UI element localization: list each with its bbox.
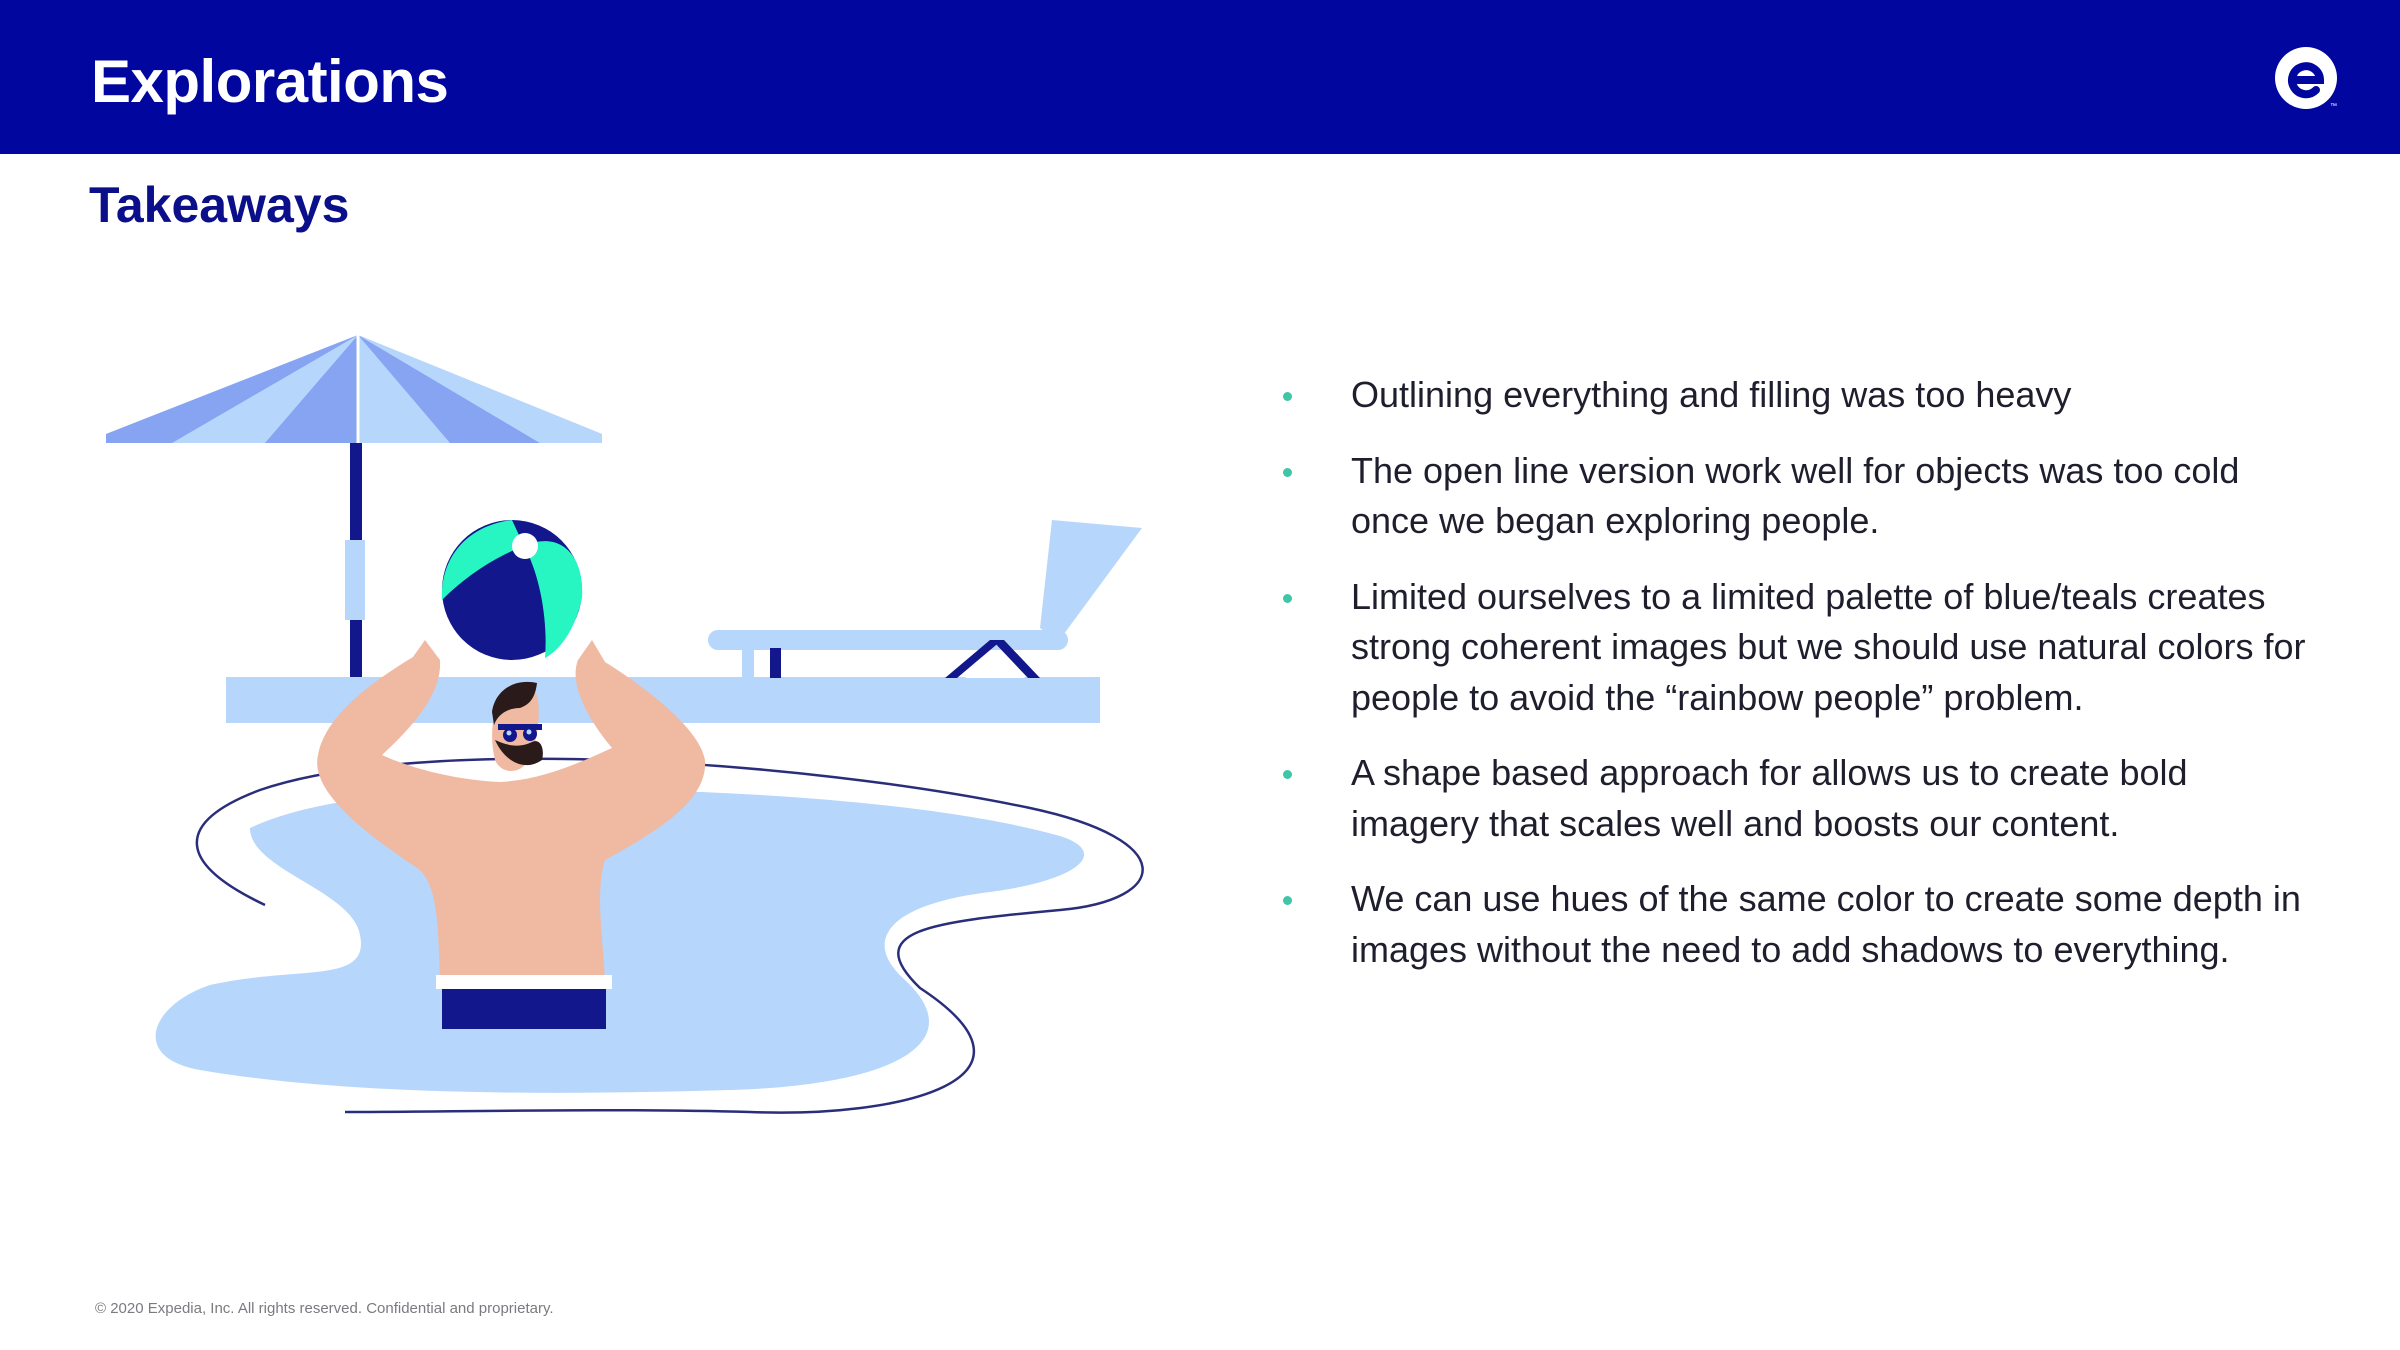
- bullet-icon: [1283, 594, 1292, 603]
- list-item-text: A shape based approach for allows us to create bold imagery that scales well and boosts our content.: [1351, 752, 2188, 844]
- header-bar: [0, 0, 2400, 154]
- list-item-text: We can use hues of the same color to create some depth in images without the need to add shadows to everything.: [1351, 878, 2301, 970]
- list-item: [1280, 370, 2320, 421]
- slide-title: Explorations: [91, 48, 449, 115]
- lounge-chair-icon: [708, 520, 1142, 678]
- bullet-icon: [1283, 896, 1292, 905]
- beach-ball-icon: [442, 520, 582, 660]
- subtitle: Takeaways: [89, 177, 350, 233]
- list-item: [1280, 446, 2320, 547]
- bullet-icon: [1283, 468, 1292, 477]
- list-item: [1280, 748, 2320, 849]
- list-item: [1280, 874, 2320, 975]
- list-item-text: Outlining everything and filling was too heavy: [1351, 374, 2072, 415]
- bullet-icon: [1283, 770, 1292, 779]
- expedia-e-logo-icon: [2272, 44, 2340, 112]
- list-item-text: The open line version work well for objects was too cold once we began exploring people.: [1351, 449, 2240, 541]
- pool-beach-ball-illustration-icon: [100, 320, 1160, 1130]
- bullet-icon: [1283, 392, 1292, 401]
- takeaways-list: [1280, 370, 2320, 1000]
- list-item: [1280, 572, 2320, 724]
- list-item-text: Limited ourselves to a limited palette of blue/teals creates strong coherent images but we should use natural colors for people to avoid the “rainbow people” problem.: [1351, 575, 2306, 718]
- footer-copyright: © 2020 Expedia, Inc. All rights reserved. Confidential and proprietary.: [95, 1300, 554, 1317]
- svg-text:™: ™: [2330, 103, 2337, 110]
